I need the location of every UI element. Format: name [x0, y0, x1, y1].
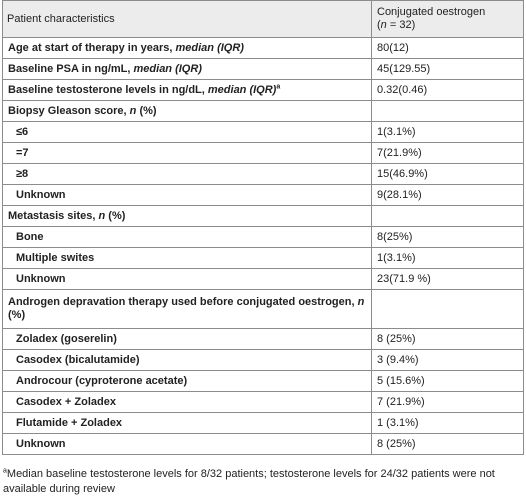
row-value-psa: 45(129.55) — [372, 59, 524, 80]
row-value-casodex: 3 (9.4%) — [372, 350, 524, 371]
header-col2-line1: Conjugated oestrogen — [377, 6, 486, 18]
adt-label: Androgen depravation therapy used before conjugated oestrogen, — [8, 296, 358, 308]
age-label: Age at start of therapy in years, — [8, 41, 176, 54]
row-label-androcour: Androcour (cyproterone acetate) — [3, 371, 372, 392]
gleason-label-italic: n — [129, 104, 137, 117]
table-header-row — [3, 1, 524, 38]
table-row-adt-androcour — [3, 371, 524, 392]
row-label-psa — [3, 59, 372, 80]
row-value-metastasis-empty — [372, 206, 524, 227]
row-value-casodex-zoladex: 7 (21.9%) — [372, 392, 524, 413]
table-row-adt-casodex-zoladex — [3, 392, 524, 413]
footnote-marker: a — [3, 467, 7, 475]
psa-label-italic: median (IQR) — [133, 62, 202, 75]
row-value-testosterone: 0.32(0.46) — [372, 80, 524, 101]
footnote-text: Median baseline testosterone levels for 8/32 patients; testosterone levels for 24/32 patients were not available during review — [3, 468, 495, 495]
row-value-flutamide-zoladex: 1 (3.1%) — [372, 413, 524, 434]
table-row-adt-flutamide-zoladex — [3, 413, 524, 434]
psa-label: Baseline PSA in ng/mL, — [8, 62, 134, 75]
row-value-adt-empty — [372, 290, 524, 329]
testosterone-label: Baseline testosterone levels in ng/dL, — [8, 83, 208, 96]
row-value-zoladex: 8 (25%) — [372, 329, 524, 350]
patient-characteristics-table — [2, 0, 524, 455]
table-row-metastasis-heading — [3, 206, 524, 227]
row-label-flutamide-zoladex: Flutamide + Zoladex — [3, 413, 372, 434]
table-row-metastasis-unknown — [3, 269, 524, 290]
table-row-gleason-heading — [3, 101, 524, 122]
row-value-androcour: 5 (15.6%) — [372, 371, 524, 392]
row-label-zoladex: Zoladex (goserelin) — [3, 329, 372, 350]
row-label-gleason-ge8: ≥8 — [3, 164, 372, 185]
row-value-gleason-ge8: 15(46.9%) — [372, 164, 524, 185]
table-row-gleason-le6 — [3, 122, 524, 143]
header-col2-n: n — [380, 19, 387, 31]
metastasis-label-rest: (%) — [105, 209, 126, 222]
row-label-metastasis-unknown: Unknown — [3, 269, 372, 290]
table-row-adt-casodex — [3, 350, 524, 371]
row-value-gleason-le6: 1(3.1%) — [372, 122, 524, 143]
row-label-adt-unknown: Unknown — [3, 434, 372, 455]
metastasis-label-italic: n — [98, 209, 106, 222]
row-label-gleason — [3, 101, 372, 122]
row-value-adt-unknown: 8 (25%) — [372, 434, 524, 455]
testosterone-label-italic: median (IQR) — [207, 83, 277, 96]
table-row-adt-zoladex — [3, 329, 524, 350]
row-label-testosterone — [3, 80, 372, 101]
row-value-gleason-empty — [372, 101, 524, 122]
row-label-multiple: Multiple swites — [3, 248, 372, 269]
row-value-age: 80(12) — [372, 38, 524, 59]
table-row-gleason-unknown — [3, 185, 524, 206]
table-row-testosterone — [3, 80, 524, 101]
metastasis-label: Metastasis sites, — [8, 209, 99, 222]
header-conjugated-oestrogen — [372, 1, 524, 38]
gleason-label-rest: (%) — [136, 104, 157, 117]
adt-label-italic: n — [357, 296, 365, 308]
age-label-italic: median (IQR) — [175, 41, 244, 54]
row-label-casodex-zoladex: Casodex + Zoladex — [3, 392, 372, 413]
row-label-casodex: Casodex (bicalutamide) — [3, 350, 372, 371]
table-row-adt-unknown — [3, 434, 524, 455]
gleason-label: Biopsy Gleason score, — [8, 104, 130, 117]
row-value-gleason-eq7: 7(21.9%) — [372, 143, 524, 164]
row-label-gleason-le6: ≤6 — [3, 122, 372, 143]
adt-label-rest: (%) — [8, 309, 26, 321]
row-value-multiple: 1(3.1%) — [372, 248, 524, 269]
table-row-psa — [3, 59, 524, 80]
row-label-gleason-eq7: =7 — [3, 143, 372, 164]
table-row-gleason-eq7 — [3, 143, 524, 164]
table-row-metastasis-bone — [3, 227, 524, 248]
table-row-metastasis-multiple — [3, 248, 524, 269]
row-label-age — [3, 38, 372, 59]
testosterone-footnote-marker: a — [276, 82, 281, 90]
header-col2-rest: = 32) — [386, 19, 416, 31]
table-footnote — [3, 467, 523, 497]
table-row-gleason-ge8 — [3, 164, 524, 185]
table-row-adt-heading — [3, 290, 524, 329]
table-row-age — [3, 38, 524, 59]
header-col2-open: ( — [377, 19, 381, 31]
row-value-gleason-unknown: 9(28.1%) — [372, 185, 524, 206]
header-patient-characteristics: Patient characteristics — [3, 1, 372, 38]
row-value-metastasis-unknown: 23(71.9 %) — [372, 269, 524, 290]
row-value-bone: 8(25%) — [372, 227, 524, 248]
row-label-gleason-unknown: Unknown — [3, 185, 372, 206]
row-label-adt — [3, 290, 372, 329]
row-label-metastasis — [3, 206, 372, 227]
row-label-bone: Bone — [3, 227, 372, 248]
